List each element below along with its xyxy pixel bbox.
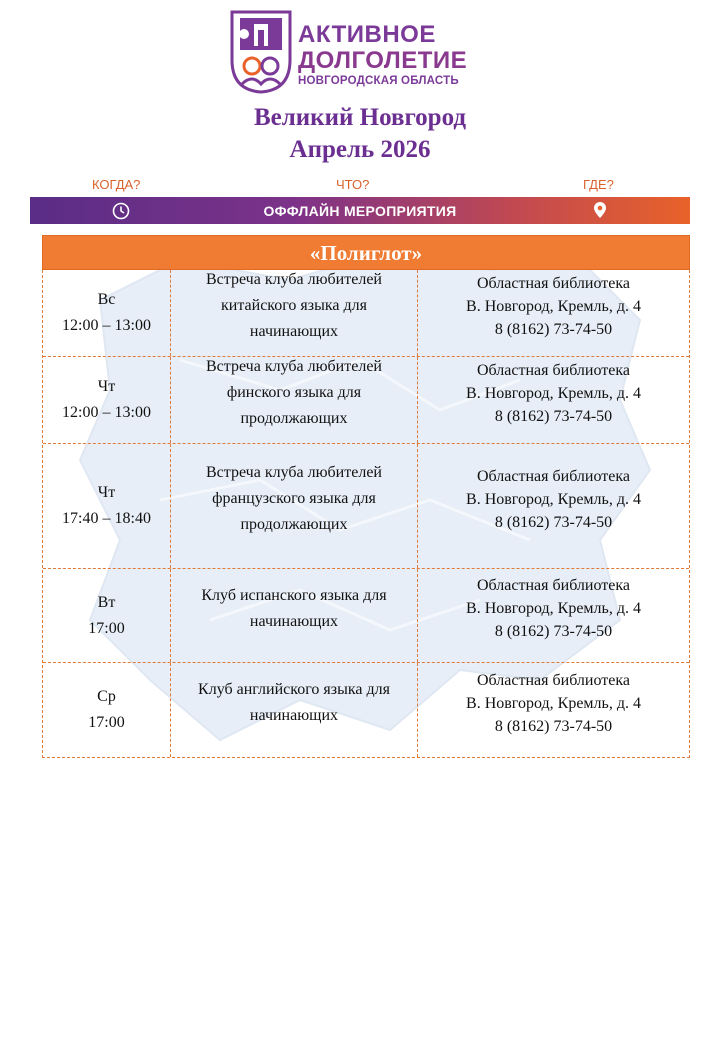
offline-events-band bbox=[30, 197, 690, 224]
column-header-labels bbox=[30, 177, 690, 195]
venue-address: В. Новгород, Кремль, д. 4 bbox=[466, 297, 641, 315]
what-cell bbox=[170, 357, 418, 443]
logo bbox=[230, 10, 500, 96]
month-title: Апрель 2026 bbox=[289, 136, 431, 163]
logo-line-2: ДОЛГОЛЕТИЕ bbox=[298, 47, 468, 74]
event-name-line: Клуб испанского языка для bbox=[201, 586, 387, 604]
location-pin-icon bbox=[593, 201, 607, 219]
venue-address: В. Новгород, Кремль, д. 4 bbox=[466, 490, 641, 508]
time: 17:40 – 18:40 bbox=[62, 510, 151, 527]
venue-address: В. Новгород, Кремль, д. 4 bbox=[466, 694, 641, 712]
what-cell bbox=[170, 569, 418, 662]
where-cell bbox=[418, 663, 689, 757]
event-name-line: китайского языка для bbox=[221, 297, 367, 314]
time: 17:00 bbox=[88, 714, 125, 731]
venue-phone: 8 (8162) 73-74-50 bbox=[494, 623, 613, 640]
venue-phone: 8 (8162) 73-74-50 bbox=[494, 717, 613, 735]
venue-phone: 8 (8162) 73-74-50 bbox=[494, 513, 613, 531]
event-name-line: начинающих bbox=[249, 707, 339, 724]
event-name-line: начинающих bbox=[249, 612, 339, 630]
when-cell bbox=[43, 270, 170, 356]
when-label: КОГДА? bbox=[92, 177, 141, 192]
day: Вт bbox=[97, 593, 116, 611]
table-row bbox=[43, 270, 689, 356]
when-cell bbox=[43, 663, 170, 757]
event-name-line: финского языка для bbox=[226, 384, 362, 401]
when-cell bbox=[43, 569, 170, 662]
event-rows bbox=[42, 270, 690, 758]
time: 12:00 – 13:00 bbox=[62, 317, 151, 334]
where-cell bbox=[418, 270, 689, 356]
what-cell bbox=[170, 444, 418, 568]
where-label: ГДЕ? bbox=[583, 177, 614, 192]
what-label: ЧТО? bbox=[336, 177, 370, 192]
logo-line-3: НОВГОРОДСКАЯ ОБЛАСТЬ bbox=[298, 75, 459, 87]
table-row bbox=[43, 356, 689, 443]
event-name-line: Клуб английского языка для bbox=[198, 681, 390, 698]
venue-phone: 8 (8162) 73-74-50 bbox=[494, 407, 613, 425]
events-table bbox=[42, 235, 690, 758]
event-name-line: продолжающих bbox=[240, 516, 348, 533]
day: Ср bbox=[97, 688, 116, 705]
event-name-line: продолжающих bbox=[240, 410, 348, 427]
what-cell bbox=[170, 663, 418, 757]
active-longevity-emblem-icon bbox=[230, 10, 292, 94]
day: Вс bbox=[97, 291, 116, 308]
venue-address: В. Новгород, Кремль, д. 4 bbox=[466, 600, 641, 617]
venue-name: Областная библиотека bbox=[476, 274, 630, 292]
city-title: Великий Новгород bbox=[253, 104, 467, 131]
event-name-line: Встреча клуба любителей bbox=[206, 271, 382, 288]
where-cell bbox=[418, 569, 689, 662]
event-name-line: Встреча клуба любителей bbox=[206, 358, 382, 375]
where-cell bbox=[418, 357, 689, 443]
table-row bbox=[43, 443, 689, 568]
time: 17:00 bbox=[88, 619, 125, 637]
when-cell bbox=[43, 357, 170, 443]
time: 12:00 – 13:00 bbox=[62, 404, 151, 421]
event-name-line: французского языка для bbox=[212, 490, 376, 507]
venue-name: Областная библиотека bbox=[476, 671, 630, 689]
day: Чт bbox=[97, 484, 116, 501]
event-name-line: Встреча клуба любителей bbox=[206, 464, 382, 481]
band-title: ОФФЛАЙН МЕРОПРИЯТИЯ bbox=[263, 203, 457, 219]
day: Чт bbox=[97, 378, 116, 395]
when-cell bbox=[43, 444, 170, 568]
group-title: «Полиглот» bbox=[42, 235, 690, 270]
venue-name: Областная библиотека bbox=[476, 467, 630, 485]
what-cell bbox=[170, 270, 418, 356]
venue-name: Областная библиотека bbox=[476, 361, 630, 379]
where-cell bbox=[418, 444, 689, 568]
table-row bbox=[43, 568, 689, 662]
venue-phone: 8 (8162) 73-74-50 bbox=[494, 320, 613, 338]
venue-name: Областная библиотека bbox=[476, 577, 630, 594]
venue-address: В. Новгород, Кремль, д. 4 bbox=[466, 384, 641, 402]
logo-line-1: АКТИВНОЕ bbox=[298, 21, 436, 48]
table-row bbox=[43, 662, 689, 757]
event-name-line: начинающих bbox=[249, 323, 339, 340]
